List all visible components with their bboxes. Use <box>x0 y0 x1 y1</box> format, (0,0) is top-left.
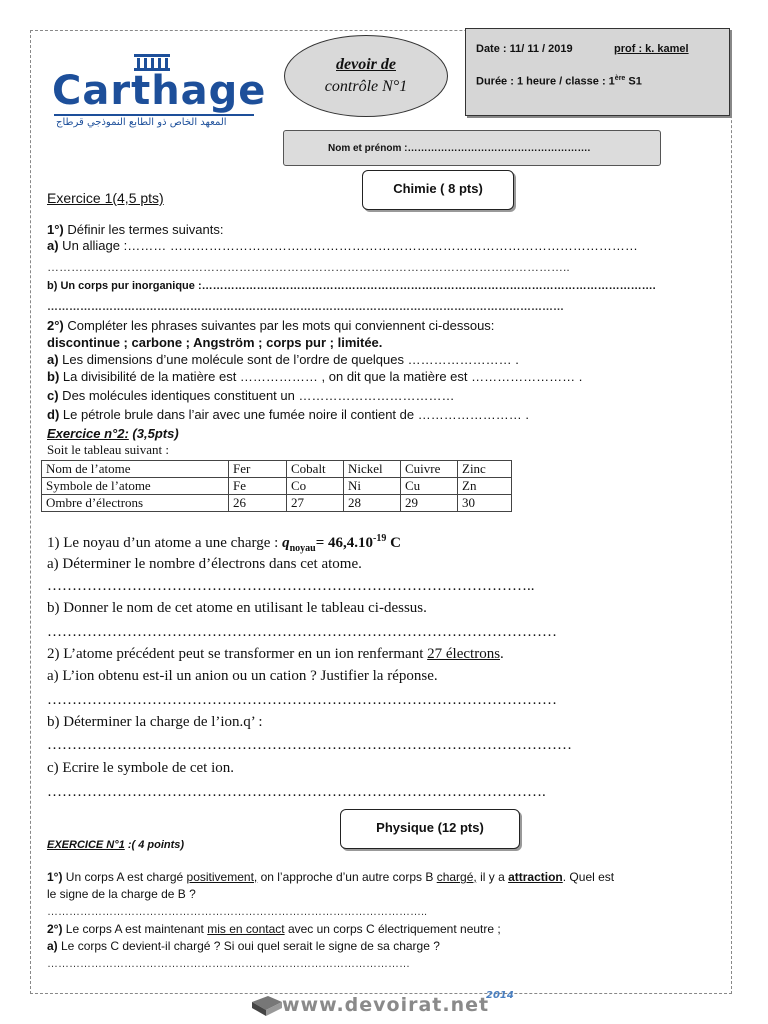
title-oval <box>284 35 448 117</box>
sentence-d-label: d) <box>47 407 60 422</box>
ex2-q1-sub: noyau <box>289 543 316 554</box>
table-row <box>42 461 512 478</box>
ex2-q2b: b) Déterminer la charge de l’ion.q’ : <box>47 714 263 730</box>
table-cell: 30 <box>458 495 512 512</box>
info-box <box>465 28 730 116</box>
ex1-b-text: b) Un corps pur inorganique :……………………………………………………………………………………………………………. <box>47 280 656 292</box>
ex2-q1-val: = 46,4.10 <box>315 535 373 551</box>
ex1-a-dots: ………………………………………………………………………………………………………………….. <box>47 260 570 274</box>
title-line-1: devoir de <box>336 56 396 73</box>
phys-q2 <box>47 922 501 936</box>
phys-q2-b: avec un corps C électriquement neutre ; <box>284 922 501 936</box>
chimie-section-box <box>362 170 514 210</box>
table-cell: Co <box>287 478 344 495</box>
phys-q2a-label: a) <box>47 939 58 953</box>
ex2-q1-exp: -19 <box>373 533 387 544</box>
table-cell: Zn <box>458 478 512 495</box>
ex2-q1a: a) Déterminer le nombre d’électrons dans cet atome. <box>47 556 362 572</box>
phys-q1-c: il y a <box>476 870 509 884</box>
table-cell: Nom de l’atome <box>42 461 229 478</box>
prof-text: prof : k. kamel <box>614 43 689 55</box>
phys-q1-u3: attraction <box>508 870 563 884</box>
table-cell: Nickel <box>344 461 401 478</box>
exercise-1-title: Exercice 1(4,5 pts) <box>47 190 164 206</box>
logo-underline <box>54 114 254 116</box>
phys-q2-dots: ……………………………………………………………………………………… <box>47 958 410 970</box>
table-cell: Ombre d’électrons <box>42 495 229 512</box>
phys-q1-num: 1°) <box>47 870 63 884</box>
ex1-sentence-c <box>47 388 454 403</box>
phys-q2a <box>47 939 440 953</box>
ex1-q2-num: 2°) <box>47 318 64 333</box>
sentence-c-label: c) <box>47 388 59 403</box>
date-text: Date : 11/ 11 / 2019 <box>476 43 573 55</box>
ex2-q2a: a) L’ion obtenu est-il un anion ou un cation ? Justifier la réponse. <box>47 668 438 684</box>
logo <box>52 50 267 130</box>
ex1-a-text: Un alliage :……… ……………………………………………………………………………………………… <box>58 238 638 253</box>
sentence-b-label: b) <box>47 369 60 384</box>
ex2-title: Exercice n°2: <box>47 426 129 441</box>
ex1-sentence-a <box>47 352 519 367</box>
physique-section-title: Physique (12 pts) <box>376 820 484 835</box>
table-cell: Symbole de l’atome <box>42 478 229 495</box>
exercise-2-title <box>47 426 179 441</box>
ex2-q2c-dots: ………………………………………………………………………………………. <box>47 784 546 800</box>
duree-text <box>476 75 642 88</box>
ex1-q1 <box>47 222 223 237</box>
footer-year: 2014 <box>486 990 514 1001</box>
ex1-q2 <box>47 318 494 333</box>
physique-exercise-title <box>47 839 184 851</box>
name-field-label[interactable]: Nom et prénom :………………………………………………. <box>328 143 591 154</box>
ex1-q2-text: Compléter les phrases suivantes par les mots qui conviennent ci-dessous: <box>63 318 495 333</box>
logo-subtitle: المعهد الخاص ذو الطابع النموذجي قرطاج <box>56 117 227 128</box>
phys-q1-u1: positivement, <box>186 870 258 884</box>
ex2-q1b-dots: ………………………………………………………………………………………… <box>47 624 557 640</box>
ex2-intro: Soit le tableau suivant : <box>47 442 170 457</box>
name-banner <box>283 130 661 166</box>
book-icon <box>250 992 284 1018</box>
table-row <box>42 495 512 512</box>
ex2-q2b-dots: …………………………………………………………………………………………… <box>47 737 572 753</box>
ex2-q2-electrons: 27 électrons <box>427 646 501 662</box>
table-cell: Cu <box>401 478 458 495</box>
classe-sup: ère <box>614 75 626 82</box>
phys-ex-points: :( 4 points) <box>124 839 185 851</box>
phys-q2a-text: Le corps C devient-il chargé ? Si oui quel serait le signe de sa charge ? <box>57 939 440 953</box>
table-cell: Zinc <box>458 461 512 478</box>
ex2-q1-q: q <box>282 535 290 551</box>
ex2-q2-post: . <box>500 646 504 662</box>
phys-q1-dots: ………………………………………………………………………………………….. <box>47 906 428 918</box>
phys-q2-num: 2°) <box>47 922 63 936</box>
ex2-points: (3,5pts) <box>128 426 179 441</box>
phys-q1 <box>47 870 614 884</box>
phys-q1-a: Un corps A est chargé <box>62 870 187 884</box>
ex1-q1-text: Définir les termes suivants: <box>63 222 224 237</box>
sentence-a-label: a) <box>47 352 59 367</box>
ex1-q1-num: 1°) <box>47 222 64 237</box>
ex2-q2a-dots: ………………………………………………………………………………………… <box>47 692 557 708</box>
table-cell: Fe <box>229 478 287 495</box>
ex1-words: discontinue ; carbone ; Angström ; corps pur ; limitée. <box>47 335 383 350</box>
ex2-q1a-dots: …………………………………………………………………………………….. <box>47 578 535 594</box>
title-line-2: contrôle N°1 <box>324 78 408 95</box>
duree-label: Durée : 1 heure / classe : 1 <box>476 75 615 88</box>
ex2-q2c: c) Ecrire le symbole de cet ion. <box>47 760 235 776</box>
classe-suffix: S1 <box>625 75 642 88</box>
ex2-q2 <box>47 646 504 663</box>
footer-watermark <box>250 990 530 1022</box>
phys-q1-u2: chargé, <box>436 870 477 884</box>
sentence-c-text: Des molécules identiques constituent un ……………………………… <box>58 388 455 403</box>
phys-ex-title: EXERCICE N°1 <box>47 839 125 851</box>
phys-q1-b: on l’approche d’un autre corps B <box>257 870 437 884</box>
phys-q1-d: . Quel est <box>562 870 615 884</box>
table-cell: Ni <box>344 478 401 495</box>
physique-section-box <box>340 809 520 849</box>
ex1-q1-a <box>47 238 638 253</box>
phys-q1-line2: le signe de la charge de B ? <box>47 887 196 901</box>
chimie-section-title: Chimie ( 8 pts) <box>393 181 483 196</box>
logo-text: Carthage <box>52 68 267 114</box>
ex1-sentence-b <box>47 369 582 384</box>
ex2-q2-pre: 2) L’atome précédent peut se transformer en un ion renfermant <box>47 646 428 662</box>
table-cell: 29 <box>401 495 458 512</box>
ex2-q1b: b) Donner le nom de cet atome en utilisant le tableau ci-dessus. <box>47 600 427 616</box>
phys-q2-a: Le corps A est maintenant <box>62 922 208 936</box>
sentence-a-text: Les dimensions d’une molécule sont de l’ordre de quelques …………………… . <box>58 352 519 367</box>
footer-site[interactable]: www.devoirat.net <box>282 994 490 1016</box>
atom-table <box>41 460 512 512</box>
table-cell: 28 <box>344 495 401 512</box>
ex2-q1 <box>47 533 401 554</box>
ex2-q1-unit: C <box>386 535 401 551</box>
phys-q2-u: mis en contact <box>207 922 285 936</box>
sentence-d-text: Le pétrole brule dans l’air avec une fumée noire il contient de …………………… . <box>59 407 529 422</box>
table-cell: Cuivre <box>401 461 458 478</box>
ex2-q1-pre: 1) Le noyau d’un atome a une charge : <box>47 535 283 551</box>
ex1-a-label: a) <box>47 238 59 253</box>
ex1-b-dots: …………………………………………………………………………………………………………………………… <box>47 301 564 313</box>
table-cell: 26 <box>229 495 287 512</box>
table-cell: Cobalt <box>287 461 344 478</box>
table-cell: 27 <box>287 495 344 512</box>
table-cell: Fer <box>229 461 287 478</box>
sentence-b-text: La divisibilité de la matière est ……………… , on dit que la matière est …………………… . <box>59 369 583 384</box>
table-row <box>42 478 512 495</box>
ex1-sentence-d <box>47 407 529 422</box>
